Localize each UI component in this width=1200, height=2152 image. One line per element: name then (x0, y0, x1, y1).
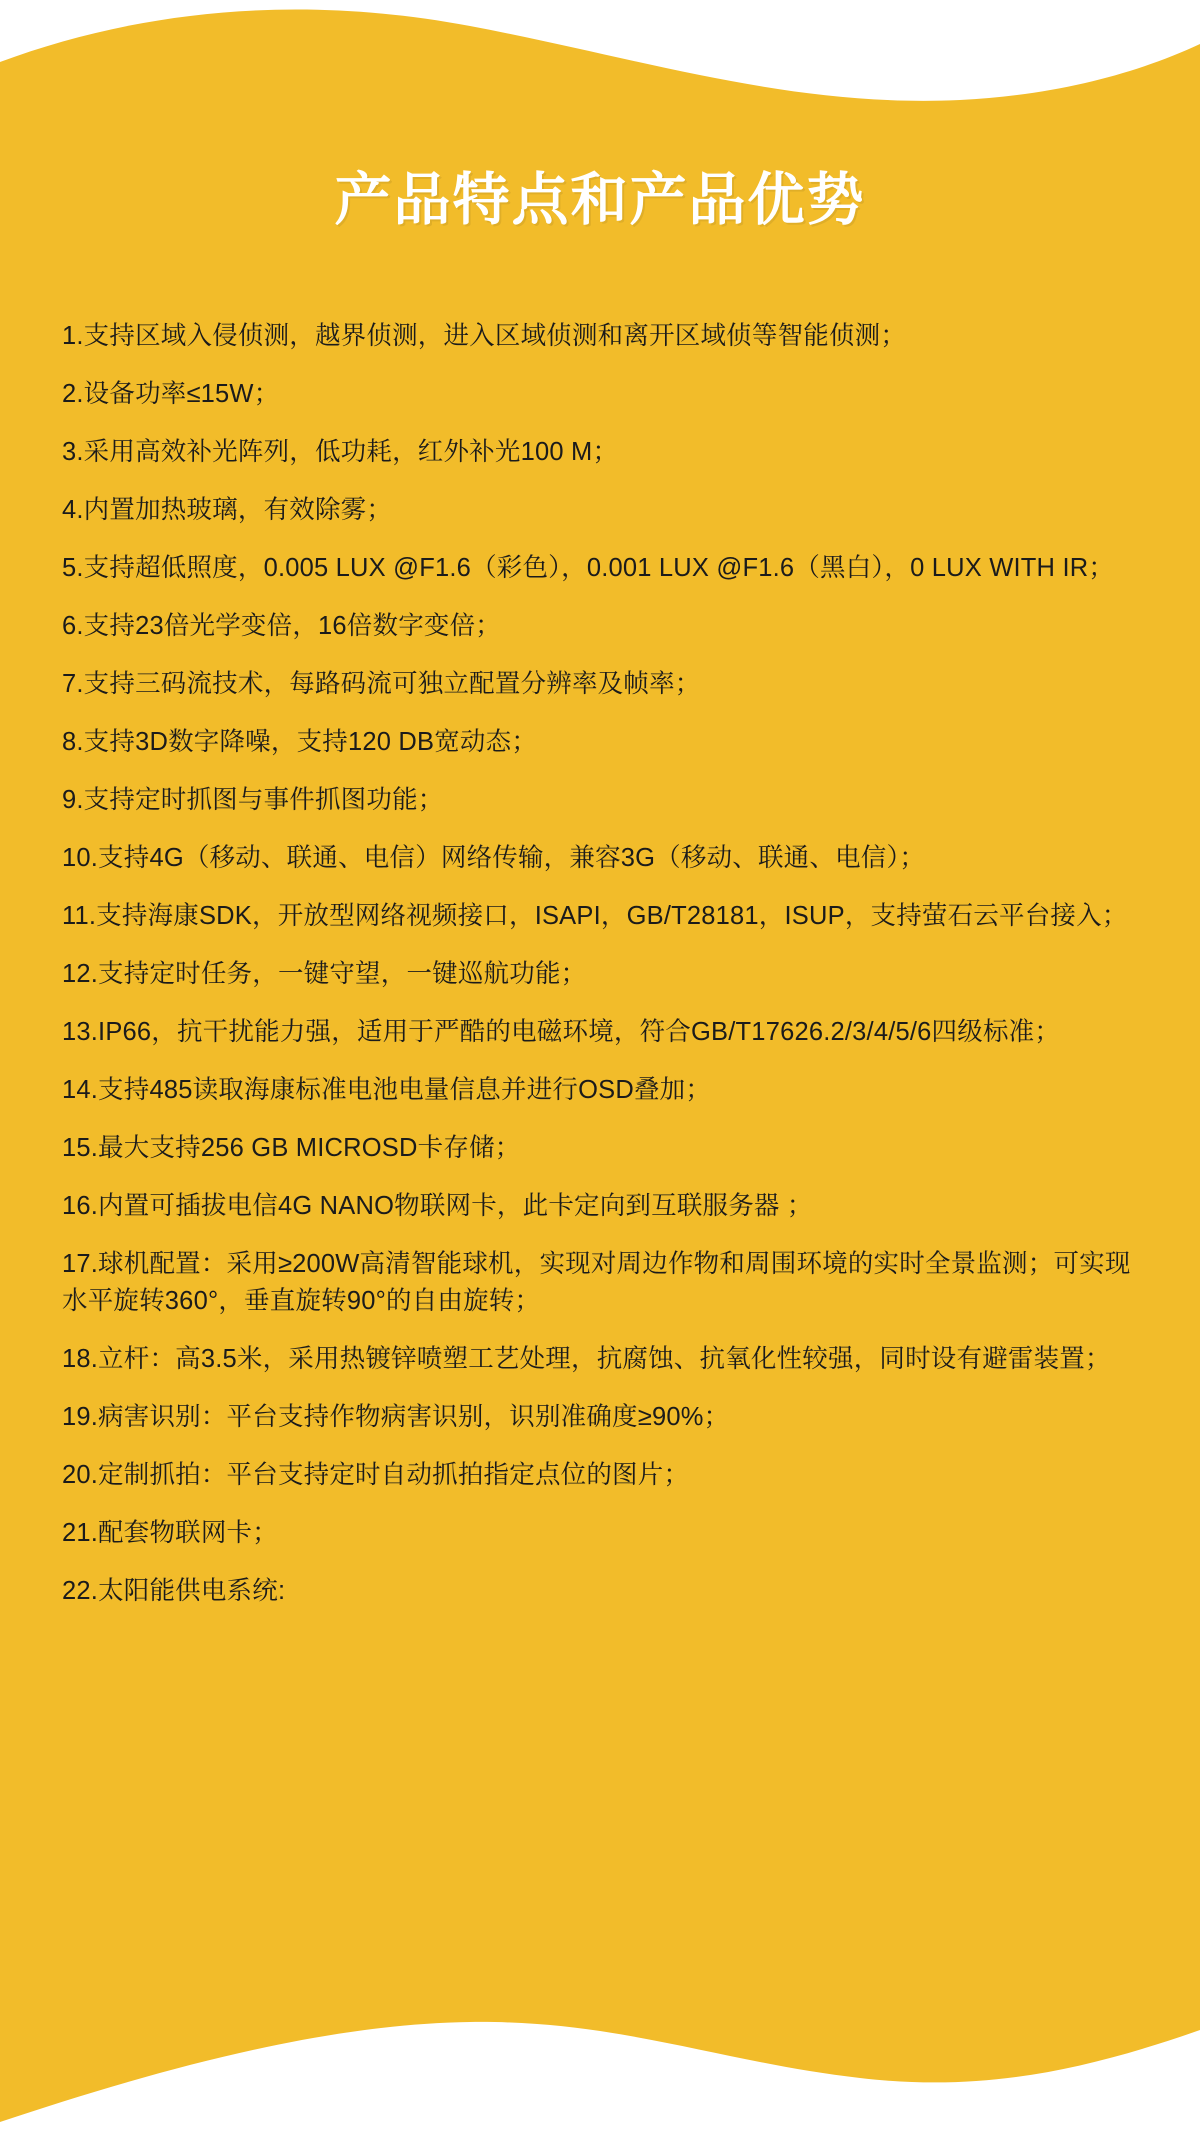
list-item: 6.支持23倍光学变倍，16倍数字变倍； (62, 612, 501, 640)
list-item: 12.支持定时任务，一键守望，一键巡航功能； (62, 960, 587, 988)
list-item: 22.太阳能供电系统: (62, 1577, 286, 1605)
list-item: 1.支持区域入侵侦测，越界侦测，进入区域侦测和离开区域侦等智能侦测； (62, 322, 907, 350)
list-item: 5.支持超低照度，0.005 LUX @F1.6（彩色），0.001 LUX @F1.6（黑白），0 LUX WITH IR； (62, 554, 1115, 582)
list-item: 3.采用高效补光阵列，低功耗，红外补光100 M； (62, 438, 619, 466)
list-item: 20.定制抓拍：平台支持定时自动抓拍指定点位的图片； (62, 1461, 690, 1489)
list-item: 13.IP66，抗干扰能力强，适用于严酷的电磁环境，符合GB/T17626.2/3/4/5/6四级标准； (62, 1018, 1061, 1046)
list-item: 2.设备功率≤15W； (62, 380, 280, 408)
list-item: 21.配套物联网卡； (62, 1519, 278, 1547)
list-item: 15.最大支持256 GB MICROSD卡存储； (62, 1134, 521, 1162)
list-item: 14.支持485读取海康标准电池电量信息并进行OSD叠加； (62, 1076, 712, 1104)
list-item: 18.立杆：高3.5米，采用热镀锌喷塑工艺处理，抗腐蚀、抗氧化性较强，同时设有避雷装置； (62, 1345, 1111, 1373)
list-item: 19.病害识别：平台支持作物病害识别，识别准确度≥90%； (62, 1403, 730, 1431)
list-item: 10.支持4G（移动、联通、电信）网络传输，兼容3G（移动、联通、电信）； (62, 844, 926, 872)
list-item: 8.支持3D数字降噪，支持120 DB宽动态； (62, 728, 538, 756)
feature-list (62, 318, 1140, 1610)
list-item: 16.内置可插拔电信4G NANO物联网卡，此卡定向到互联服务器 ； (62, 1192, 813, 1220)
list-item: 11.支持海康SDK，开放型网络视频接口，ISAPI，GB/T28181，ISUP，支持萤石云平台接入； (62, 902, 1128, 930)
list-item: 4.内置加热玻璃，有效除雾； (62, 496, 393, 524)
list-item: 9.支持定时抓图与事件抓图功能； (62, 786, 444, 814)
list-item: 7.支持三码流技术，每路码流可独立配置分辨率及帧率； (62, 670, 701, 698)
page-title: 产品特点和产品优势 (334, 168, 866, 232)
list-item: 17.球机配置：采用≥200W高清智能球机，实现对周边作物和周围环境的实时全景监测；可实现水平旋转360°，垂直旋转90°的自由旋转； (62, 1250, 1131, 1315)
